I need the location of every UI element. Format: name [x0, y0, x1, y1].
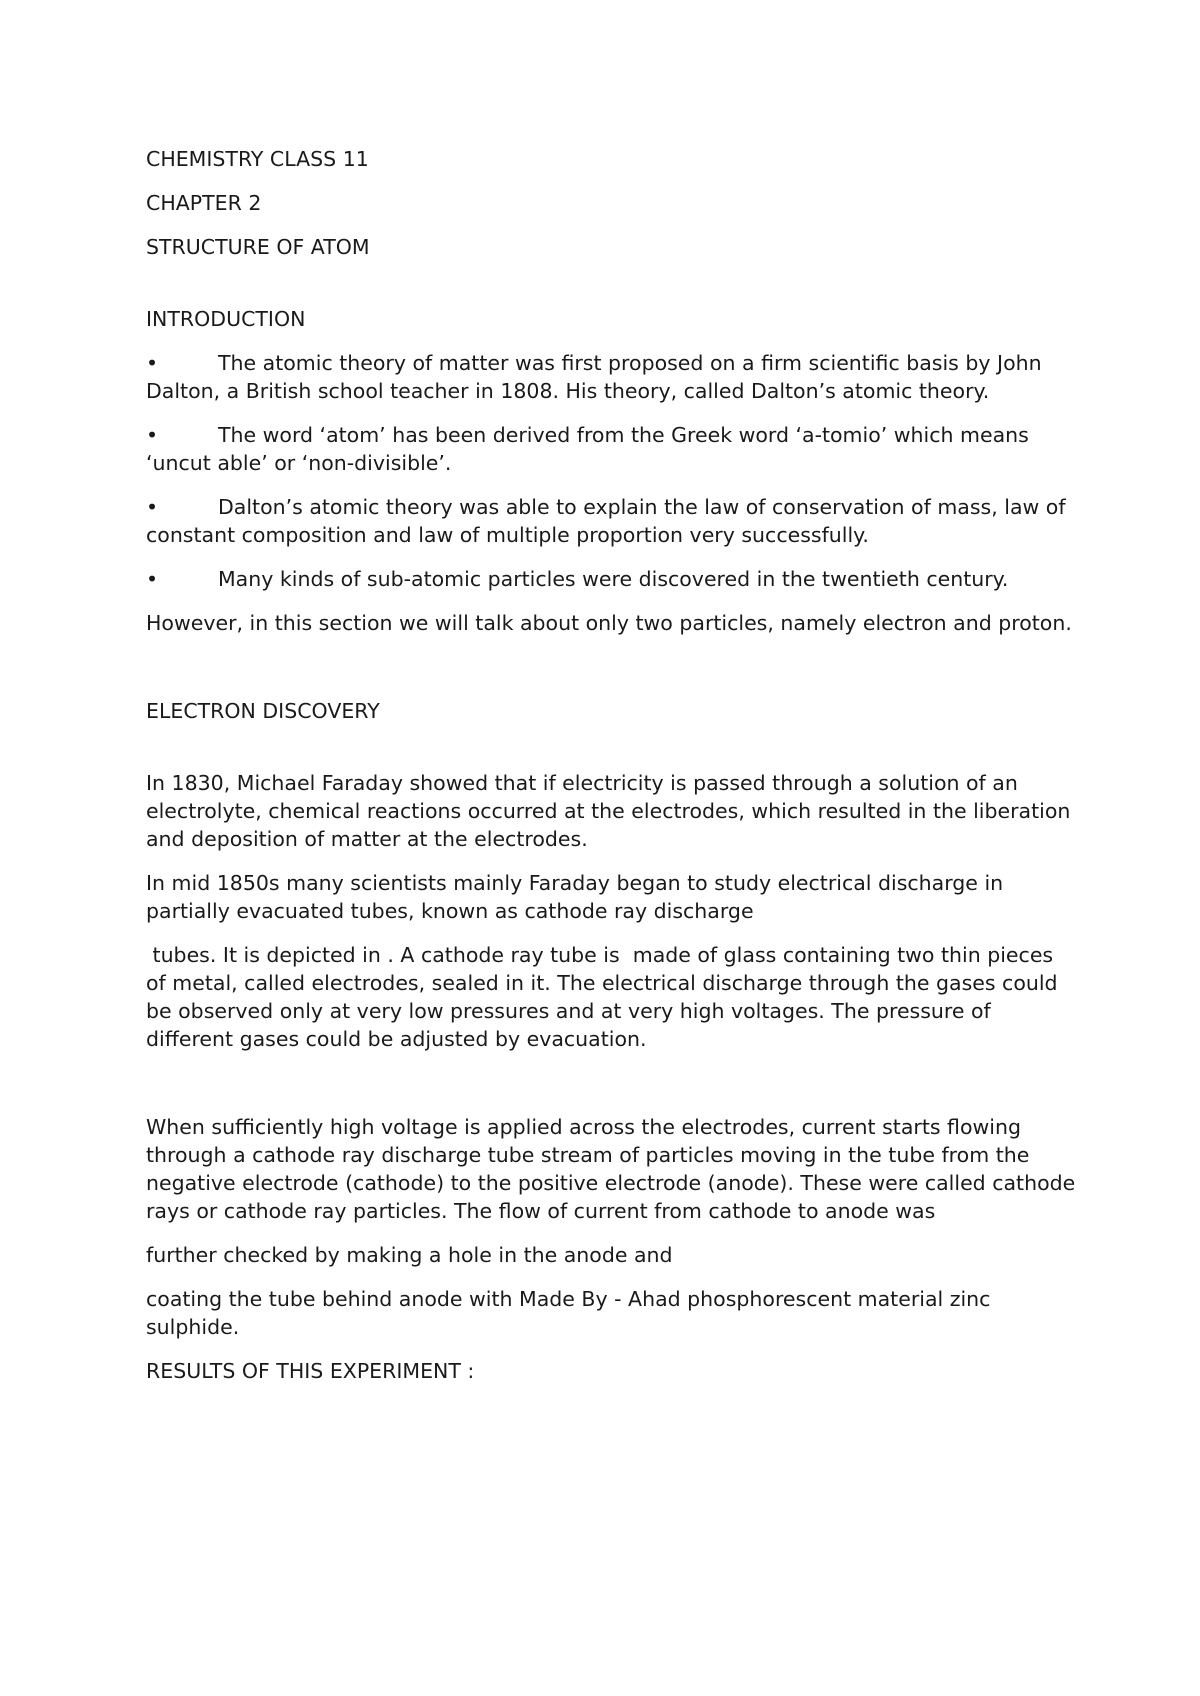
spacer	[146, 741, 1076, 769]
bullet-item	[146, 565, 1076, 593]
electron-discovery-heading: ELECTRON DISCOVERY	[146, 699, 380, 723]
bullet-item	[146, 421, 1076, 477]
bullet-text: The word ‘atom’ has been derived from the Greek word ‘a-tomio’ which means ‘uncut able’ or ‘non-divisible’.	[146, 423, 1029, 475]
document-page	[146, 145, 1082, 1401]
paragraph: In 1830, Michael Faraday showed that if electricity is passed through a solution of an electrolyte, chemical reactions occurred at the electrodes, which resulted in the liberation and deposition of matter at the electrodes.	[146, 771, 1077, 851]
chapter-label: CHAPTER 2	[146, 191, 262, 215]
bullet-item	[146, 493, 1076, 549]
spacer	[146, 1069, 1076, 1113]
bullet-mark: •	[146, 423, 159, 447]
introduction-heading: INTRODUCTION	[146, 307, 306, 331]
paragraph: coating the tube behind anode with Made By - Ahad phosphorescent material zinc sulphide.	[146, 1287, 997, 1339]
bullet-text: The atomic theory of matter was first proposed on a firm scientific basis by John Dalton, a British school teacher in 1808. His theory, called Dalton’s atomic theory.	[146, 351, 1042, 403]
paragraph: In mid 1850s many scientists mainly Faraday began to study electrical discharge in partially evacuated tubes, known as cathode ray discharge	[146, 871, 1010, 923]
spacer	[146, 653, 1076, 697]
introduction-closing: However, in this section we will talk about only two particles, namely electron and proton.	[146, 611, 1072, 635]
paragraph: further checked by making a hole in the anode and	[146, 1243, 673, 1267]
spacer	[146, 277, 1076, 305]
bullet-mark: •	[146, 351, 159, 375]
paragraph: When sufficiently high voltage is applied across the electrodes, current starts flowing through a cathode ray discharge tube stream of particles moving in the tube from the negative electrode (cathode) to the positive electrode (anode). These were called cathode rays or cathode ray particles. The flow of current from cathode to anode was	[146, 1115, 1082, 1223]
bullet-mark: •	[146, 495, 159, 519]
bullet-text: Dalton’s atomic theory was able to explain the law of conservation of mass, law of constant composition and law of multiple proportion very successfully.	[146, 495, 1066, 547]
chapter-topic: STRUCTURE OF ATOM	[146, 235, 370, 259]
bullet-text: Many kinds of sub-atomic particles were discovered in the twentieth century.	[218, 567, 1009, 591]
class-title: CHEMISTRY CLASS 11	[146, 147, 369, 171]
paragraph: tubes. It is depicted in . A cathode ray tube is made of glass containing two thin pieces of metal, called electrodes, sealed in it. The electrical discharge through the gases could be observed only at very low pressures and at very high voltages. The pressure of different gases could be adjusted by evacuation.	[146, 943, 1065, 1051]
bullet-item	[146, 349, 1076, 405]
results-heading: RESULTS OF THIS EXPERIMENT :	[146, 1359, 475, 1383]
bullet-mark: •	[146, 567, 159, 591]
